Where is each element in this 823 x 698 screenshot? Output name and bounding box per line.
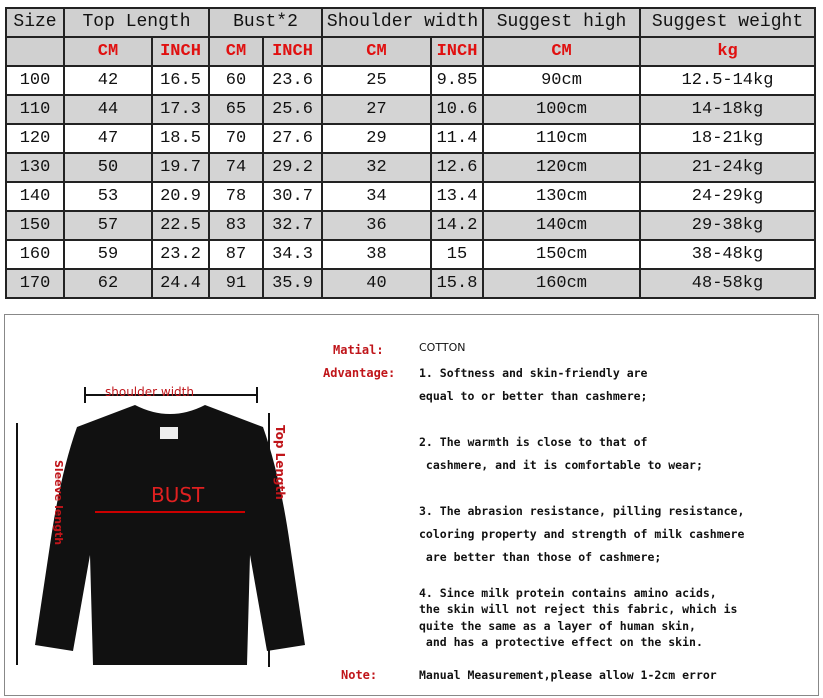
table-cell: 50 xyxy=(64,153,152,182)
table-cell: 100 xyxy=(6,66,64,95)
header-cell: Suggest high xyxy=(483,8,640,37)
table-cell: 160cm xyxy=(483,269,640,298)
table-cell: 16.5 xyxy=(152,66,209,95)
unit-cell: CM xyxy=(322,37,431,66)
table-cell: 120 xyxy=(6,124,64,153)
shirt-silhouette xyxy=(35,405,305,665)
table-cell: 29 xyxy=(322,124,431,153)
table-cell: 53 xyxy=(64,182,152,211)
size-table xyxy=(5,7,816,299)
table-cell: 78 xyxy=(209,182,263,211)
table-cell: 30.7 xyxy=(263,182,322,211)
table-cell: 21-24kg xyxy=(640,153,815,182)
advantage-label: Advantage: xyxy=(323,366,396,380)
table-row xyxy=(6,66,815,95)
table-cell: 19.7 xyxy=(152,153,209,182)
table-cell: 44 xyxy=(64,95,152,124)
table-cell: 23.6 xyxy=(263,66,322,95)
table-cell: 25.6 xyxy=(263,95,322,124)
table-cell: 23.2 xyxy=(152,240,209,269)
table-cell: 47 xyxy=(64,124,152,153)
table-row xyxy=(6,95,815,124)
table-cell: 35.9 xyxy=(263,269,322,298)
table-row xyxy=(6,211,815,240)
material-label: Matial: xyxy=(333,343,384,357)
table-cell: 150 xyxy=(6,211,64,240)
table-cell: 14-18kg xyxy=(640,95,815,124)
header-cell: Suggest weight xyxy=(640,8,815,37)
table-cell: 160 xyxy=(6,240,64,269)
table-cell: 120cm xyxy=(483,153,640,182)
unit-cell: INCH xyxy=(431,37,483,66)
bust-label: BUST xyxy=(151,483,205,507)
table-cell: 15 xyxy=(431,240,483,269)
unit-row xyxy=(6,37,815,66)
table-cell: 34 xyxy=(322,182,431,211)
table-cell: 10.6 xyxy=(431,95,483,124)
advantage-line: 4. Since milk protein contains amino acids, xyxy=(419,586,717,600)
table-cell: 130cm xyxy=(483,182,640,211)
advantage-line: coloring property and strength of milk cashmere xyxy=(419,527,745,541)
unit-cell: CM xyxy=(483,37,640,66)
product-info-panel xyxy=(4,314,819,696)
table-cell: 12.5-14kg xyxy=(640,66,815,95)
table-cell: 29-38kg xyxy=(640,211,815,240)
table-row xyxy=(6,124,815,153)
table-cell: 29.2 xyxy=(263,153,322,182)
table-cell: 100cm xyxy=(483,95,640,124)
table-cell: 36 xyxy=(322,211,431,240)
table-row xyxy=(6,153,815,182)
table-cell: 12.6 xyxy=(431,153,483,182)
sleeve-length-label: Sleeve length xyxy=(52,460,65,546)
advantage-line: and has a protective effect on the skin. xyxy=(419,635,703,649)
table-cell: 14.2 xyxy=(431,211,483,240)
table-cell: 48-58kg xyxy=(640,269,815,298)
advantage-line: 2. The warmth is close to that of xyxy=(419,435,648,449)
table-cell: 24-29kg xyxy=(640,182,815,211)
material-value: COTTON xyxy=(419,341,466,354)
table-cell: 38-48kg xyxy=(640,240,815,269)
table-cell: 24.4 xyxy=(152,269,209,298)
header-cell: Bust*2 xyxy=(209,8,322,37)
advantage-line: 3. The abrasion resistance, pilling resistance, xyxy=(419,504,745,518)
unit-cell xyxy=(6,37,64,66)
advantage-line: equal to or better than cashmere; xyxy=(419,389,648,403)
table-cell: 18.5 xyxy=(152,124,209,153)
table-cell: 40 xyxy=(322,269,431,298)
table-cell: 110 xyxy=(6,95,64,124)
note-label: Note: xyxy=(341,668,378,682)
table-cell: 22.5 xyxy=(152,211,209,240)
tag-icon xyxy=(160,427,178,439)
table-cell: 13.4 xyxy=(431,182,483,211)
table-cell: 20.9 xyxy=(152,182,209,211)
header-row xyxy=(6,8,815,37)
table-cell: 32.7 xyxy=(263,211,322,240)
table-cell: 9.85 xyxy=(431,66,483,95)
table-row xyxy=(6,182,815,211)
header-cell: Top Length xyxy=(64,8,209,37)
table-cell: 27 xyxy=(322,95,431,124)
unit-cell: INCH xyxy=(263,37,322,66)
table-row xyxy=(6,269,815,298)
table-cell: 130 xyxy=(6,153,64,182)
table-cell: 70 xyxy=(209,124,263,153)
table-cell: 140 xyxy=(6,182,64,211)
table-row xyxy=(6,240,815,269)
advantage-line: cashmere, and it is comfortable to wear; xyxy=(419,458,703,472)
table-cell: 60 xyxy=(209,66,263,95)
unit-cell: INCH xyxy=(152,37,209,66)
table-cell: 25 xyxy=(322,66,431,95)
header-cell: Shoulder width xyxy=(322,8,483,37)
table-cell: 87 xyxy=(209,240,263,269)
table-cell: 150cm xyxy=(483,240,640,269)
table-cell: 57 xyxy=(64,211,152,240)
unit-cell: CM xyxy=(209,37,263,66)
table-cell: 91 xyxy=(209,269,263,298)
top-length-label: Top Length xyxy=(273,425,287,500)
advantage-line: are better than those of cashmere; xyxy=(419,550,662,564)
table-cell: 15.8 xyxy=(431,269,483,298)
table-cell: 65 xyxy=(209,95,263,124)
table-cell: 74 xyxy=(209,153,263,182)
table-cell: 32 xyxy=(322,153,431,182)
table-cell: 59 xyxy=(64,240,152,269)
unit-cell: CM xyxy=(64,37,152,66)
table-cell: 42 xyxy=(64,66,152,95)
unit-cell: kg xyxy=(640,37,815,66)
table-cell: 11.4 xyxy=(431,124,483,153)
table-cell: 62 xyxy=(64,269,152,298)
table-cell: 17.3 xyxy=(152,95,209,124)
header-cell: Size xyxy=(6,8,64,37)
table-cell: 18-21kg xyxy=(640,124,815,153)
table-cell: 170 xyxy=(6,269,64,298)
table-cell: 83 xyxy=(209,211,263,240)
table-cell: 34.3 xyxy=(263,240,322,269)
advantage-line: quite the same as a layer of human skin, xyxy=(419,619,696,633)
advantage-line: 1. Softness and skin-friendly are xyxy=(419,366,648,380)
shoulder-width-label: shoulder width xyxy=(105,385,194,399)
table-cell: 38 xyxy=(322,240,431,269)
table-cell: 27.6 xyxy=(263,124,322,153)
note-text: Manual Measurement,please allow 1-2cm error xyxy=(419,668,717,682)
table-cell: 90cm xyxy=(483,66,640,95)
advantage-line: the skin will not reject this fabric, which is xyxy=(419,602,738,616)
table-cell: 110cm xyxy=(483,124,640,153)
table-cell: 140cm xyxy=(483,211,640,240)
